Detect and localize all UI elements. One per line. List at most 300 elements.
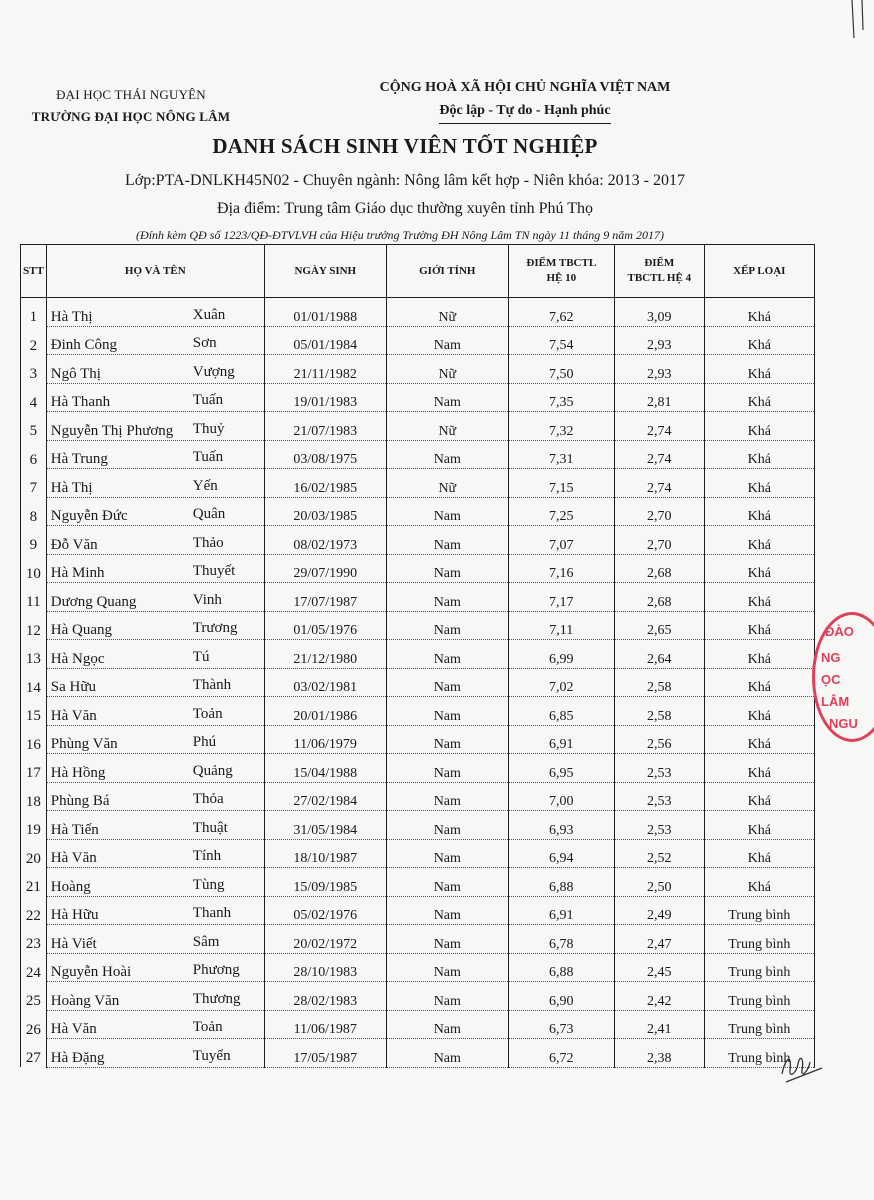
row-family-name: Hà Tiến — [50, 821, 99, 838]
row-full-name — [46, 782, 264, 811]
row-full-name — [46, 725, 264, 754]
table-row — [21, 953, 815, 982]
row-gpa4: 2,70 — [614, 526, 704, 555]
row-dob: 01/05/1976 — [264, 611, 386, 640]
row-gpa10: 7,16 — [508, 554, 614, 583]
row-gender: Nam — [386, 526, 508, 555]
row-stt: 7 — [21, 469, 47, 498]
row-family-name: Nguyễn Hoài — [50, 964, 132, 980]
table-row — [21, 383, 815, 412]
row-gpa10: 6,78 — [508, 925, 614, 954]
table-row — [21, 440, 815, 469]
row-gender: Nam — [386, 1039, 508, 1068]
row-given-name: Sơn — [192, 335, 217, 351]
row-rank: Khá — [704, 383, 814, 412]
row-rank: Khá — [704, 725, 814, 754]
table-row — [21, 839, 815, 868]
row-gender: Nam — [386, 868, 508, 897]
row-gpa4: 2,42 — [614, 982, 704, 1011]
row-stt: 9 — [21, 526, 47, 555]
row-rank: Khá — [704, 326, 814, 355]
row-gpa4: 2,93 — [614, 355, 704, 384]
row-gpa4: 3,09 — [614, 298, 704, 327]
row-dob: 19/01/1983 — [264, 383, 386, 412]
row-family-name: Hà Quang — [50, 622, 113, 638]
row-given-name: Trương — [192, 620, 238, 636]
table-row — [21, 526, 815, 555]
row-family-name: Đỗ Văn — [50, 536, 98, 553]
stamp-text: ĐÀO — [825, 624, 854, 639]
row-gpa4: 2,58 — [614, 697, 704, 726]
row-gender: Nam — [386, 554, 508, 583]
row-rank: Trung bình — [704, 1039, 814, 1068]
row-stt: 4 — [21, 383, 47, 412]
name-wrap — [51, 363, 264, 383]
row-gpa4: 2,64 — [614, 640, 704, 669]
row-given-name: Tính — [192, 848, 222, 864]
row-gpa10: 7,15 — [508, 469, 614, 498]
row-full-name — [46, 326, 264, 355]
row-gpa10: 7,17 — [508, 583, 614, 612]
row-gender: Nữ — [386, 412, 508, 441]
row-stt: 16 — [21, 725, 47, 754]
row-dob: 03/08/1975 — [264, 440, 386, 469]
row-dob: 15/04/1988 — [264, 754, 386, 783]
row-gender: Nam — [386, 811, 508, 840]
row-given-name: Toản — [192, 705, 223, 722]
row-rank: Khá — [704, 668, 814, 697]
row-full-name — [46, 554, 264, 583]
row-gpa4: 2,74 — [614, 469, 704, 498]
row-dob: 05/02/1976 — [264, 896, 386, 925]
row-gender: Nam — [386, 782, 508, 811]
row-dob: 16/02/1985 — [264, 469, 386, 498]
row-family-name: Hà Đặng — [50, 1049, 105, 1066]
row-given-name: Quân — [192, 506, 226, 522]
row-stt: 15 — [21, 697, 47, 726]
row-gpa4: 2,49 — [614, 896, 704, 925]
issuing-organization — [26, 84, 236, 128]
row-given-name: Yến — [192, 477, 218, 494]
graduate-table — [20, 244, 815, 1068]
row-full-name — [46, 355, 264, 384]
row-dob: 29/07/1990 — [264, 554, 386, 583]
row-rank: Khá — [704, 811, 814, 840]
row-rank: Khá — [704, 611, 814, 640]
row-gpa10: 7,31 — [508, 440, 614, 469]
row-rank: Trung bình — [704, 896, 814, 925]
row-full-name — [46, 469, 264, 498]
row-given-name: Vinh — [192, 591, 222, 608]
row-gpa10: 7,07 — [508, 526, 614, 555]
decision-note: (Đính kèm QĐ số 1223/QĐ-ĐTVLVH của Hiệu trưởng Trường ĐH Nông Lâm TN ngày 11 tháng 9 năm 2017) — [136, 228, 664, 242]
row-gpa10: 7,35 — [508, 383, 614, 412]
row-stt: 13 — [21, 640, 47, 669]
name-wrap — [51, 1018, 264, 1038]
table-row — [21, 725, 815, 754]
col-header-gpa10 — [508, 245, 614, 298]
row-family-name: Hà Văn — [50, 1021, 97, 1037]
row-family-name: Ngô Thị — [50, 365, 101, 382]
row-full-name — [46, 383, 264, 412]
row-gpa4: 2,50 — [614, 868, 704, 897]
row-given-name: Vượng — [192, 363, 235, 380]
table-row — [21, 925, 815, 954]
row-full-name — [46, 953, 264, 982]
row-dob: 11/06/1979 — [264, 725, 386, 754]
row-given-name: Thương — [192, 990, 241, 1007]
row-family-name: Phùng Bá — [50, 793, 110, 809]
row-full-name — [46, 611, 264, 640]
table-row — [21, 782, 815, 811]
row-given-name: Quảng — [192, 762, 233, 779]
row-stt: 11 — [21, 583, 47, 612]
row-rank: Khá — [704, 839, 814, 868]
row-stt: 6 — [21, 440, 47, 469]
row-full-name — [46, 982, 264, 1011]
name-wrap — [51, 306, 264, 326]
row-rank: Khá — [704, 868, 814, 897]
row-stt: 2 — [21, 326, 47, 355]
row-stt: 3 — [21, 355, 47, 384]
row-full-name — [46, 1039, 264, 1068]
table-row — [21, 412, 815, 441]
row-given-name: Thuỷ — [192, 420, 225, 437]
table-row — [21, 640, 815, 669]
row-family-name: Hà Hữu — [50, 907, 99, 923]
table-row — [21, 554, 815, 583]
col-header-name: HỌ VÀ TÊN — [46, 245, 264, 298]
row-full-name — [46, 925, 264, 954]
row-family-name: Sa Hữu — [50, 679, 97, 695]
row-stt: 10 — [21, 554, 47, 583]
row-stt: 19 — [21, 811, 47, 840]
row-gender: Nam — [386, 896, 508, 925]
row-gpa4: 2,53 — [614, 811, 704, 840]
row-gender: Nam — [386, 1010, 508, 1039]
row-stt: 20 — [21, 839, 47, 868]
row-given-name: Thảo — [192, 534, 224, 551]
row-full-name — [46, 668, 264, 697]
name-wrap — [51, 733, 264, 753]
row-rank: Trung bình — [704, 1010, 814, 1039]
official-red-stamp — [812, 612, 874, 742]
row-family-name: Hà Văn — [50, 850, 97, 866]
row-gpa4: 2,74 — [614, 440, 704, 469]
table-row — [21, 355, 815, 384]
row-gpa4: 2,74 — [614, 412, 704, 441]
row-rank: Trung bình — [704, 925, 814, 954]
table-header-row — [21, 245, 815, 298]
nation-name: CỘNG HOÀ XÃ HỘI CHỦ NGHĨA VIỆT NAM — [379, 80, 671, 95]
row-gender: Nam — [386, 497, 508, 526]
name-wrap — [51, 534, 264, 554]
row-gender: Nữ — [386, 355, 508, 384]
row-gpa4: 2,53 — [614, 782, 704, 811]
name-wrap — [51, 961, 264, 981]
row-dob: 31/05/1984 — [264, 811, 386, 840]
row-gpa4: 2,81 — [614, 383, 704, 412]
row-full-name — [46, 697, 264, 726]
row-gender: Nam — [386, 953, 508, 982]
national-header — [350, 76, 700, 124]
row-stt: 17 — [21, 754, 47, 783]
name-wrap — [51, 790, 264, 810]
row-family-name: Hà Thị — [50, 479, 93, 496]
stamp-text: NGU — [829, 716, 858, 731]
row-gpa10: 6,85 — [508, 697, 614, 726]
col-header-gpa4-line2: TBCTL HỆ 4 — [627, 272, 692, 284]
row-gender: Nam — [386, 583, 508, 612]
row-given-name: Thỏa — [192, 791, 224, 807]
row-gpa4: 2,41 — [614, 1010, 704, 1039]
row-family-name: Dương Quang — [50, 593, 137, 610]
name-wrap — [51, 904, 264, 924]
row-family-name: Phùng Văn — [50, 736, 118, 752]
row-gpa4: 2,52 — [614, 839, 704, 868]
col-header-gender: GIỚI TÍNH — [386, 245, 508, 298]
row-given-name: Toản — [192, 1019, 223, 1035]
row-full-name — [46, 868, 264, 897]
row-gender: Nam — [386, 611, 508, 640]
row-gpa10: 6,93 — [508, 811, 614, 840]
name-wrap — [51, 420, 264, 440]
row-family-name: Hà Trung — [50, 451, 108, 467]
row-gpa10: 7,50 — [508, 355, 614, 384]
row-dob: 21/07/1983 — [264, 412, 386, 441]
name-wrap — [51, 990, 264, 1010]
col-header-gpa10-line1: ĐIỂM TBCTL — [526, 257, 597, 269]
row-family-name: Hà Ngọc — [50, 650, 105, 667]
row-stt: 21 — [21, 868, 47, 897]
table-row — [21, 611, 815, 640]
row-gpa10: 7,02 — [508, 668, 614, 697]
row-gender: Nam — [386, 925, 508, 954]
name-wrap — [51, 676, 264, 696]
row-gender: Nam — [386, 668, 508, 697]
row-gender: Nam — [386, 839, 508, 868]
row-dob: 18/10/1987 — [264, 839, 386, 868]
row-gender: Nam — [386, 640, 508, 669]
row-dob: 28/02/1983 — [264, 982, 386, 1011]
row-full-name — [46, 1010, 264, 1039]
row-dob: 08/02/1973 — [264, 526, 386, 555]
name-wrap — [51, 705, 264, 725]
row-family-name: Hoàng — [50, 878, 91, 895]
row-given-name: Thanh — [192, 905, 232, 921]
table-row — [21, 1010, 815, 1039]
row-gpa4: 2,38 — [614, 1039, 704, 1068]
row-rank: Khá — [704, 782, 814, 811]
row-gpa10: 6,90 — [508, 982, 614, 1011]
stamp-text: LÂM — [821, 694, 850, 709]
row-rank: Khá — [704, 355, 814, 384]
row-gpa10: 7,62 — [508, 298, 614, 327]
row-full-name — [46, 583, 264, 612]
row-gpa10: 7,00 — [508, 782, 614, 811]
row-given-name: Phú — [192, 734, 217, 750]
name-wrap — [51, 933, 264, 953]
row-dob: 21/11/1982 — [264, 355, 386, 384]
row-given-name: Thuyết — [192, 563, 236, 579]
national-motto: Độc lập - Tự do - Hạnh phúc — [439, 99, 610, 124]
row-gpa10: 6,88 — [508, 953, 614, 982]
row-gpa10: 7,54 — [508, 326, 614, 355]
table-row — [21, 697, 815, 726]
row-full-name — [46, 754, 264, 783]
name-wrap — [51, 819, 264, 839]
name-wrap — [51, 876, 264, 896]
row-given-name: Tuấn — [192, 392, 224, 408]
table-row — [21, 811, 815, 840]
name-wrap — [51, 847, 264, 867]
row-gpa4: 2,65 — [614, 611, 704, 640]
row-gpa10: 6,73 — [508, 1010, 614, 1039]
row-given-name: Tùng — [192, 876, 225, 893]
row-family-name: Hà Hồng — [50, 764, 106, 781]
org-line-2: TRƯỜNG ĐẠI HỌC NÔNG LÂM — [31, 109, 231, 124]
row-gender: Nữ — [386, 469, 508, 498]
row-rank: Khá — [704, 697, 814, 726]
row-rank: Trung bình — [704, 982, 814, 1011]
row-stt: 25 — [21, 982, 47, 1011]
row-gpa4: 2,45 — [614, 953, 704, 982]
row-gpa4: 2,93 — [614, 326, 704, 355]
name-wrap — [51, 334, 264, 354]
table-row — [21, 1039, 815, 1068]
row-stt: 5 — [21, 412, 47, 441]
row-gpa10: 6,95 — [508, 754, 614, 783]
class-info: Lớp:PTA-DNLKH45N02 - Chuyên ngành: Nông lâm kết hợp - Niên khóa: 2013 - 2017 — [124, 172, 685, 189]
row-stt: 8 — [21, 497, 47, 526]
table-row — [21, 326, 815, 355]
name-wrap — [51, 591, 264, 611]
col-header-gpa10-line2: HỆ 10 — [546, 272, 577, 284]
row-family-name: Hà Minh — [50, 565, 105, 581]
name-wrap — [51, 448, 264, 468]
table-row — [21, 469, 815, 498]
row-gpa10: 6,91 — [508, 896, 614, 925]
row-full-name — [46, 811, 264, 840]
row-full-name — [46, 412, 264, 441]
row-gender: Nam — [386, 326, 508, 355]
row-given-name: Tuyển — [192, 1047, 231, 1064]
row-dob: 20/02/1972 — [264, 925, 386, 954]
row-gpa4: 2,56 — [614, 725, 704, 754]
row-dob: 05/01/1984 — [264, 326, 386, 355]
row-gender: Nam — [386, 697, 508, 726]
row-dob: 27/02/1984 — [264, 782, 386, 811]
row-rank: Khá — [704, 469, 814, 498]
row-gender: Nam — [386, 754, 508, 783]
row-rank: Khá — [704, 640, 814, 669]
stamp-text: ỌC — [821, 672, 841, 687]
row-rank: Khá — [704, 583, 814, 612]
row-stt: 1 — [21, 298, 47, 327]
row-given-name: Thuật — [192, 819, 228, 836]
row-dob: 28/10/1983 — [264, 953, 386, 982]
name-wrap — [51, 505, 264, 525]
document-title: DANH SÁCH SINH VIÊN TỐT NGHIỆP — [212, 134, 598, 158]
row-dob: 20/03/1985 — [264, 497, 386, 526]
row-gender: Nữ — [386, 298, 508, 327]
col-header-gpa4-line1: ĐIỂM — [644, 257, 675, 269]
row-stt: 26 — [21, 1010, 47, 1039]
row-full-name — [46, 839, 264, 868]
row-gpa10: 7,11 — [508, 611, 614, 640]
row-dob: 21/12/1980 — [264, 640, 386, 669]
row-gpa4: 2,58 — [614, 668, 704, 697]
row-gender: Nam — [386, 383, 508, 412]
row-given-name: Xuân — [192, 306, 226, 323]
name-wrap — [51, 648, 264, 668]
row-dob: 01/01/1988 — [264, 298, 386, 327]
name-wrap — [51, 1047, 264, 1067]
row-rank: Khá — [704, 412, 814, 441]
row-gender: Nam — [386, 725, 508, 754]
row-given-name: Tú — [192, 648, 210, 665]
row-family-name: Nguyễn Đức — [50, 508, 128, 524]
row-gpa4: 2,68 — [614, 583, 704, 612]
table-row — [21, 982, 815, 1011]
name-wrap — [51, 477, 264, 497]
name-wrap — [51, 562, 264, 582]
row-gpa4: 2,70 — [614, 497, 704, 526]
table-row — [21, 497, 815, 526]
col-header-stt: STT — [21, 245, 47, 298]
scan-edge-marks — [848, 0, 874, 40]
row-full-name — [46, 440, 264, 469]
col-header-rank: XẾP LOẠI — [704, 245, 814, 298]
table-row — [21, 896, 815, 925]
table-row — [21, 668, 815, 697]
org-line-1: ĐẠI HỌC THÁI NGUYÊN — [56, 87, 206, 102]
row-rank: Khá — [704, 298, 814, 327]
col-header-gpa4 — [614, 245, 704, 298]
location-info: Địa điểm: Trung tâm Giáo dục thường xuyên tỉnh Phú Thọ — [217, 200, 593, 217]
row-family-name: Nguyễn Thị Phương — [50, 422, 174, 439]
row-family-name: Hà Văn — [50, 707, 97, 724]
row-dob: 11/06/1987 — [264, 1010, 386, 1039]
row-dob: 17/07/1987 — [264, 583, 386, 612]
name-wrap — [51, 619, 264, 639]
row-gpa4: 2,47 — [614, 925, 704, 954]
row-stt: 22 — [21, 896, 47, 925]
table-row — [21, 298, 815, 327]
row-dob: 20/01/1986 — [264, 697, 386, 726]
row-rank: Trung bình — [704, 953, 814, 982]
row-gpa10: 7,32 — [508, 412, 614, 441]
row-stt: 18 — [21, 782, 47, 811]
row-gpa4: 2,68 — [614, 554, 704, 583]
row-gpa10: 7,25 — [508, 497, 614, 526]
row-gpa10: 6,88 — [508, 868, 614, 897]
col-header-dob: NGÀY SINH — [264, 245, 386, 298]
row-gpa10: 6,94 — [508, 839, 614, 868]
row-gpa4: 2,53 — [614, 754, 704, 783]
table-row — [21, 583, 815, 612]
row-rank: Khá — [704, 440, 814, 469]
row-stt: 24 — [21, 953, 47, 982]
row-dob: 17/05/1987 — [264, 1039, 386, 1068]
row-family-name: Hà Thanh — [50, 394, 111, 410]
row-gender: Nam — [386, 440, 508, 469]
row-given-name: Thành — [192, 677, 232, 693]
row-given-name: Phương — [192, 962, 240, 978]
row-gpa10: 6,91 — [508, 725, 614, 754]
row-stt: 14 — [21, 668, 47, 697]
row-rank: Khá — [704, 526, 814, 555]
